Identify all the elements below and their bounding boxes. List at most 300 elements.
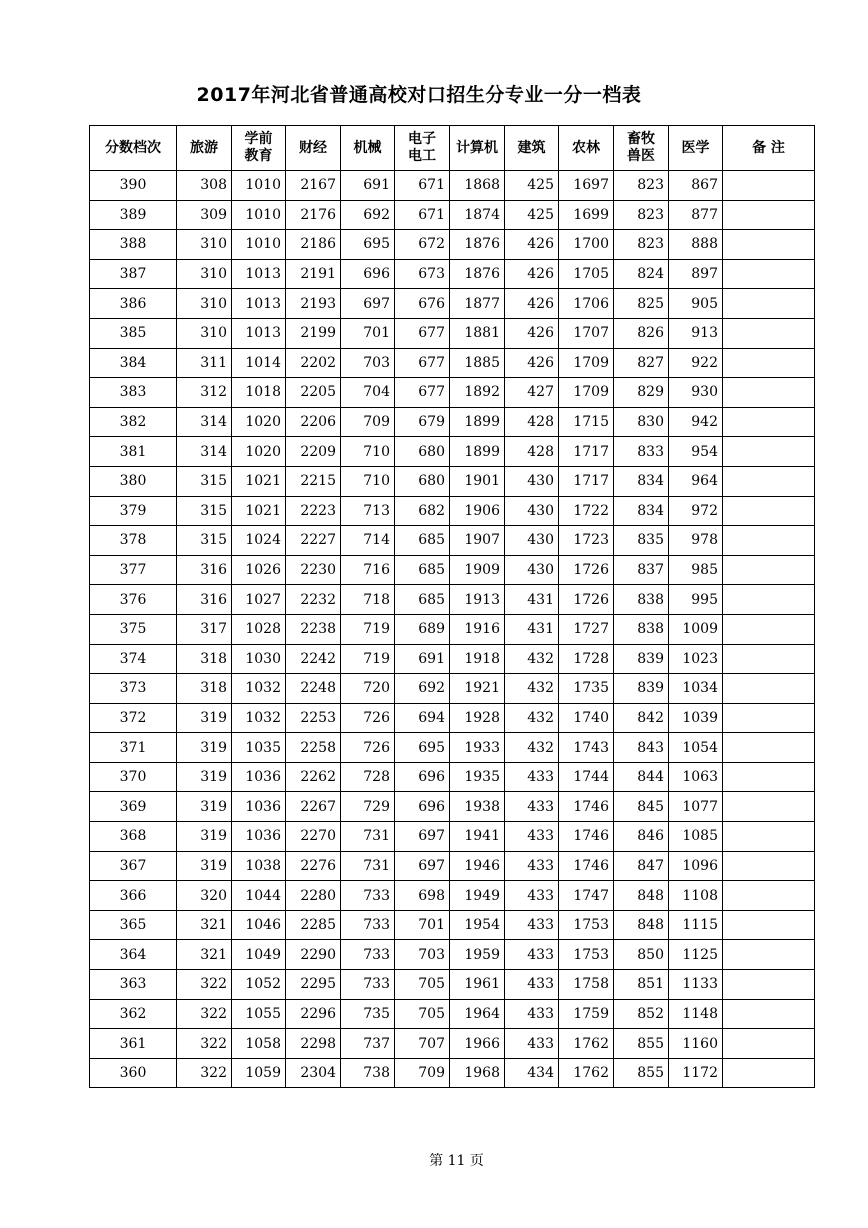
- count-cell: 1753: [559, 940, 614, 970]
- count-cell: 1058: [232, 1029, 286, 1059]
- count-cell: 425: [505, 200, 559, 230]
- score-cell: 372: [90, 703, 177, 733]
- count-cell: 1706: [559, 289, 614, 319]
- count-cell: 696: [395, 792, 450, 822]
- count-cell: 848: [614, 881, 669, 911]
- count-cell: 842: [614, 703, 669, 733]
- count-cell: 1885: [450, 348, 505, 378]
- count-cell: 2276: [286, 851, 341, 881]
- count-cell: 430: [505, 526, 559, 556]
- table-row: [90, 526, 815, 556]
- count-cell: 837: [614, 555, 669, 585]
- count-cell: 696: [395, 762, 450, 792]
- count-cell: 2199: [286, 318, 341, 348]
- score-cell: 378: [90, 526, 177, 556]
- count-cell: 1916: [450, 614, 505, 644]
- count-cell: 1726: [559, 585, 614, 615]
- count-cell: 1746: [559, 822, 614, 852]
- count-cell: 738: [341, 1058, 395, 1088]
- count-cell: 2209: [286, 437, 341, 467]
- count-cell: 426: [505, 259, 559, 289]
- count-cell: 319: [177, 851, 232, 881]
- count-cell: 716: [341, 555, 395, 585]
- count-cell: 322: [177, 970, 232, 1000]
- count-cell: 431: [505, 585, 559, 615]
- table-row: [90, 378, 815, 408]
- score-cell: 365: [90, 910, 177, 940]
- count-cell: 1918: [450, 644, 505, 674]
- count-cell: 319: [177, 703, 232, 733]
- remark-cell: [723, 792, 815, 822]
- count-cell: 704: [341, 378, 395, 408]
- count-cell: 731: [341, 822, 395, 852]
- count-cell: 671: [395, 171, 450, 201]
- count-cell: 930: [669, 378, 723, 408]
- count-cell: 1052: [232, 970, 286, 1000]
- count-cell: 1758: [559, 970, 614, 1000]
- count-cell: 1049: [232, 940, 286, 970]
- count-cell: 322: [177, 999, 232, 1029]
- count-cell: 1024: [232, 526, 286, 556]
- count-cell: 833: [614, 437, 669, 467]
- count-cell: 314: [177, 437, 232, 467]
- count-cell: 826: [614, 318, 669, 348]
- column-header-label: 机械: [353, 139, 382, 156]
- count-cell: 1966: [450, 1029, 505, 1059]
- count-cell: 673: [395, 259, 450, 289]
- count-cell: 310: [177, 259, 232, 289]
- count-cell: 1010: [232, 230, 286, 260]
- count-cell: 685: [395, 555, 450, 585]
- count-cell: 676: [395, 289, 450, 319]
- score-cell: 364: [90, 940, 177, 970]
- count-cell: 1959: [450, 940, 505, 970]
- count-cell: 2186: [286, 230, 341, 260]
- count-cell: 426: [505, 230, 559, 260]
- count-cell: 680: [395, 466, 450, 496]
- score-cell: 383: [90, 378, 177, 408]
- count-cell: 995: [669, 585, 723, 615]
- count-cell: 1125: [669, 940, 723, 970]
- count-cell: 855: [614, 1029, 669, 1059]
- count-cell: 839: [614, 674, 669, 704]
- count-cell: 1747: [559, 881, 614, 911]
- count-cell: 1949: [450, 881, 505, 911]
- count-cell: 1723: [559, 526, 614, 556]
- table-row: [90, 674, 815, 704]
- count-cell: 2238: [286, 614, 341, 644]
- remark-cell: [723, 940, 815, 970]
- count-cell: 2258: [286, 733, 341, 763]
- count-cell: 1899: [450, 437, 505, 467]
- count-cell: 710: [341, 466, 395, 496]
- count-cell: 1059: [232, 1058, 286, 1088]
- count-cell: 705: [395, 999, 450, 1029]
- count-cell: 680: [395, 437, 450, 467]
- count-cell: 432: [505, 644, 559, 674]
- count-cell: 1881: [450, 318, 505, 348]
- remark-cell: [723, 644, 815, 674]
- table-row: [90, 466, 815, 496]
- count-cell: 1901: [450, 466, 505, 496]
- score-table: [89, 125, 815, 1088]
- score-cell: 368: [90, 822, 177, 852]
- count-cell: 432: [505, 733, 559, 763]
- remark-cell: [723, 703, 815, 733]
- count-cell: 1762: [559, 1058, 614, 1088]
- count-cell: 2242: [286, 644, 341, 674]
- count-cell: 1876: [450, 259, 505, 289]
- count-cell: 315: [177, 496, 232, 526]
- count-cell: 1717: [559, 437, 614, 467]
- table-row: [90, 970, 815, 1000]
- count-cell: 1021: [232, 496, 286, 526]
- count-cell: 1759: [559, 999, 614, 1029]
- count-cell: 1054: [669, 733, 723, 763]
- count-cell: 838: [614, 614, 669, 644]
- count-cell: 318: [177, 644, 232, 674]
- remark-cell: [723, 910, 815, 940]
- remark-cell: [723, 496, 815, 526]
- count-cell: 1735: [559, 674, 614, 704]
- page-number: 第 11 页: [429, 1153, 484, 1169]
- count-cell: 1027: [232, 585, 286, 615]
- count-cell: 320: [177, 881, 232, 911]
- count-cell: 888: [669, 230, 723, 260]
- count-cell: 846: [614, 822, 669, 852]
- count-cell: 697: [341, 289, 395, 319]
- table-row: [90, 644, 815, 674]
- count-cell: 1715: [559, 407, 614, 437]
- count-cell: 2193: [286, 289, 341, 319]
- count-cell: 433: [505, 999, 559, 1029]
- score-cell: 370: [90, 762, 177, 792]
- remark-cell: [723, 200, 815, 230]
- table-row: [90, 1058, 815, 1088]
- count-cell: 1039: [669, 703, 723, 733]
- table-row: [90, 1029, 815, 1059]
- count-cell: 2304: [286, 1058, 341, 1088]
- count-cell: 850: [614, 940, 669, 970]
- remark-cell: [723, 318, 815, 348]
- count-cell: 1035: [232, 733, 286, 763]
- score-cell: 377: [90, 555, 177, 585]
- count-cell: 838: [614, 585, 669, 615]
- count-cell: 317: [177, 614, 232, 644]
- count-cell: 839: [614, 644, 669, 674]
- count-cell: 2253: [286, 703, 341, 733]
- count-cell: 701: [341, 318, 395, 348]
- count-cell: 2270: [286, 822, 341, 852]
- table-header-row: [90, 126, 815, 171]
- count-cell: 677: [395, 318, 450, 348]
- remark-cell: [723, 289, 815, 319]
- table-body: [90, 171, 815, 1088]
- count-cell: 905: [669, 289, 723, 319]
- count-cell: 1036: [232, 762, 286, 792]
- count-cell: 855: [614, 1058, 669, 1088]
- score-cell: 387: [90, 259, 177, 289]
- count-cell: 677: [395, 378, 450, 408]
- count-cell: 834: [614, 496, 669, 526]
- count-cell: 877: [669, 200, 723, 230]
- table-row: [90, 555, 815, 585]
- remark-cell: [723, 259, 815, 289]
- remark-cell: [723, 466, 815, 496]
- count-cell: 701: [395, 910, 450, 940]
- count-cell: 1160: [669, 1029, 723, 1059]
- score-cell: 381: [90, 437, 177, 467]
- table-row: [90, 881, 815, 911]
- table-row: [90, 999, 815, 1029]
- score-cell: 363: [90, 970, 177, 1000]
- count-cell: 844: [614, 762, 669, 792]
- count-cell: 964: [669, 466, 723, 496]
- count-cell: 1172: [669, 1058, 723, 1088]
- column-header: [669, 126, 723, 171]
- column-header: [723, 126, 815, 171]
- table-row: [90, 940, 815, 970]
- count-cell: 852: [614, 999, 669, 1029]
- count-cell: 1913: [450, 585, 505, 615]
- remark-cell: [723, 822, 815, 852]
- score-cell: 389: [90, 200, 177, 230]
- table-row: [90, 851, 815, 881]
- column-header: [177, 126, 232, 171]
- column-header: [232, 126, 286, 171]
- remark-cell: [723, 230, 815, 260]
- count-cell: 426: [505, 348, 559, 378]
- count-cell: 1055: [232, 999, 286, 1029]
- count-cell: 311: [177, 348, 232, 378]
- table-row: [90, 910, 815, 940]
- remark-cell: [723, 614, 815, 644]
- count-cell: 1935: [450, 762, 505, 792]
- count-cell: 1899: [450, 407, 505, 437]
- count-cell: 1085: [669, 822, 723, 852]
- count-cell: 696: [341, 259, 395, 289]
- count-cell: 705: [395, 970, 450, 1000]
- count-cell: 1063: [669, 762, 723, 792]
- count-cell: 731: [341, 851, 395, 881]
- count-cell: 1753: [559, 910, 614, 940]
- score-cell: 382: [90, 407, 177, 437]
- remark-cell: [723, 674, 815, 704]
- count-cell: 319: [177, 733, 232, 763]
- count-cell: 737: [341, 1029, 395, 1059]
- count-cell: 1907: [450, 526, 505, 556]
- remark-cell: [723, 407, 815, 437]
- column-header-label: 学前: [244, 131, 273, 147]
- count-cell: 703: [341, 348, 395, 378]
- score-cell: 371: [90, 733, 177, 763]
- score-cell: 384: [90, 348, 177, 378]
- table-row: [90, 289, 815, 319]
- count-cell: 1726: [559, 555, 614, 585]
- score-cell: 390: [90, 171, 177, 201]
- count-cell: 922: [669, 348, 723, 378]
- count-cell: 2267: [286, 792, 341, 822]
- count-cell: 2191: [286, 259, 341, 289]
- count-cell: 310: [177, 289, 232, 319]
- count-cell: 1727: [559, 614, 614, 644]
- score-cell: 367: [90, 851, 177, 881]
- count-cell: 679: [395, 407, 450, 437]
- count-cell: 1906: [450, 496, 505, 526]
- count-cell: 1705: [559, 259, 614, 289]
- remark-cell: [723, 526, 815, 556]
- column-header: [341, 126, 395, 171]
- count-cell: 1968: [450, 1058, 505, 1088]
- remark-cell: [723, 171, 815, 201]
- count-cell: 433: [505, 940, 559, 970]
- count-cell: 719: [341, 644, 395, 674]
- count-cell: 1036: [232, 792, 286, 822]
- count-cell: 1868: [450, 171, 505, 201]
- count-cell: 1013: [232, 289, 286, 319]
- count-cell: 426: [505, 289, 559, 319]
- score-cell: 360: [90, 1058, 177, 1088]
- count-cell: 319: [177, 822, 232, 852]
- count-cell: 692: [341, 200, 395, 230]
- count-cell: 1021: [232, 466, 286, 496]
- count-cell: 913: [669, 318, 723, 348]
- count-cell: 434: [505, 1058, 559, 1088]
- remark-cell: [723, 733, 815, 763]
- count-cell: 2167: [286, 171, 341, 201]
- count-cell: 709: [395, 1058, 450, 1088]
- count-cell: 1115: [669, 910, 723, 940]
- count-cell: 1909: [450, 555, 505, 585]
- count-cell: 1108: [669, 881, 723, 911]
- count-cell: 425: [505, 171, 559, 201]
- count-cell: 433: [505, 910, 559, 940]
- count-cell: 433: [505, 822, 559, 852]
- count-cell: 834: [614, 466, 669, 496]
- count-cell: 426: [505, 318, 559, 348]
- count-cell: 848: [614, 910, 669, 940]
- table-row: [90, 437, 815, 467]
- column-header-label: 兽医: [627, 148, 655, 164]
- count-cell: 312: [177, 378, 232, 408]
- count-cell: 707: [395, 1029, 450, 1059]
- count-cell: 2202: [286, 348, 341, 378]
- table-row: [90, 614, 815, 644]
- count-cell: 985: [669, 555, 723, 585]
- count-cell: 703: [395, 940, 450, 970]
- score-cell: 386: [90, 289, 177, 319]
- count-cell: 695: [395, 733, 450, 763]
- count-cell: 1044: [232, 881, 286, 911]
- table-row: [90, 318, 815, 348]
- count-cell: 428: [505, 407, 559, 437]
- count-cell: 433: [505, 762, 559, 792]
- count-cell: 942: [669, 407, 723, 437]
- count-cell: 1013: [232, 259, 286, 289]
- count-cell: 1740: [559, 703, 614, 733]
- remark-cell: [723, 555, 815, 585]
- count-cell: 733: [341, 910, 395, 940]
- count-cell: 1013: [232, 318, 286, 348]
- count-cell: 1717: [559, 466, 614, 496]
- count-cell: 1010: [232, 200, 286, 230]
- remark-cell: [723, 881, 815, 911]
- count-cell: 430: [505, 555, 559, 585]
- count-cell: 733: [341, 940, 395, 970]
- count-cell: 2227: [286, 526, 341, 556]
- count-cell: 1746: [559, 851, 614, 881]
- count-cell: 1762: [559, 1029, 614, 1059]
- column-header-label: 财经: [299, 139, 327, 156]
- count-cell: 1032: [232, 674, 286, 704]
- count-cell: 432: [505, 674, 559, 704]
- remark-cell: [723, 970, 815, 1000]
- count-cell: 825: [614, 289, 669, 319]
- count-cell: 1938: [450, 792, 505, 822]
- count-cell: 733: [341, 881, 395, 911]
- table-row: [90, 496, 815, 526]
- count-cell: 2232: [286, 585, 341, 615]
- column-header: [286, 126, 341, 171]
- score-cell: 373: [90, 674, 177, 704]
- count-cell: 1077: [669, 792, 723, 822]
- count-cell: 897: [669, 259, 723, 289]
- count-cell: 1722: [559, 496, 614, 526]
- count-cell: 1010: [232, 171, 286, 201]
- column-header-label: 教育: [244, 148, 273, 164]
- count-cell: 1892: [450, 378, 505, 408]
- count-cell: 720: [341, 674, 395, 704]
- table-row: [90, 792, 815, 822]
- column-header: [505, 126, 559, 171]
- remark-cell: [723, 348, 815, 378]
- column-header-label: 计算机: [456, 139, 498, 156]
- count-cell: 1744: [559, 762, 614, 792]
- column-header: [559, 126, 614, 171]
- count-cell: 322: [177, 1029, 232, 1059]
- count-cell: 2296: [286, 999, 341, 1029]
- count-cell: 671: [395, 200, 450, 230]
- count-cell: 1707: [559, 318, 614, 348]
- count-cell: 2205: [286, 378, 341, 408]
- count-cell: 1046: [232, 910, 286, 940]
- count-cell: 835: [614, 526, 669, 556]
- count-cell: 677: [395, 348, 450, 378]
- score-cell: 385: [90, 318, 177, 348]
- count-cell: 1964: [450, 999, 505, 1029]
- remark-cell: [723, 1058, 815, 1088]
- remark-cell: [723, 378, 815, 408]
- column-header: [614, 126, 669, 171]
- count-cell: 2215: [286, 466, 341, 496]
- count-cell: 2262: [286, 762, 341, 792]
- table-row: [90, 171, 815, 201]
- column-header-label: 旅游: [190, 139, 218, 156]
- count-cell: 1709: [559, 348, 614, 378]
- count-cell: 827: [614, 348, 669, 378]
- count-cell: 2298: [286, 1029, 341, 1059]
- count-cell: 823: [614, 171, 669, 201]
- table-row: [90, 348, 815, 378]
- remark-cell: [723, 1029, 815, 1059]
- count-cell: 1020: [232, 437, 286, 467]
- score-cell: 369: [90, 792, 177, 822]
- column-header-label: 畜牧: [627, 131, 655, 147]
- column-header-label: 电子: [408, 131, 436, 147]
- count-cell: 1032: [232, 703, 286, 733]
- count-cell: 691: [395, 644, 450, 674]
- count-cell: 851: [614, 970, 669, 1000]
